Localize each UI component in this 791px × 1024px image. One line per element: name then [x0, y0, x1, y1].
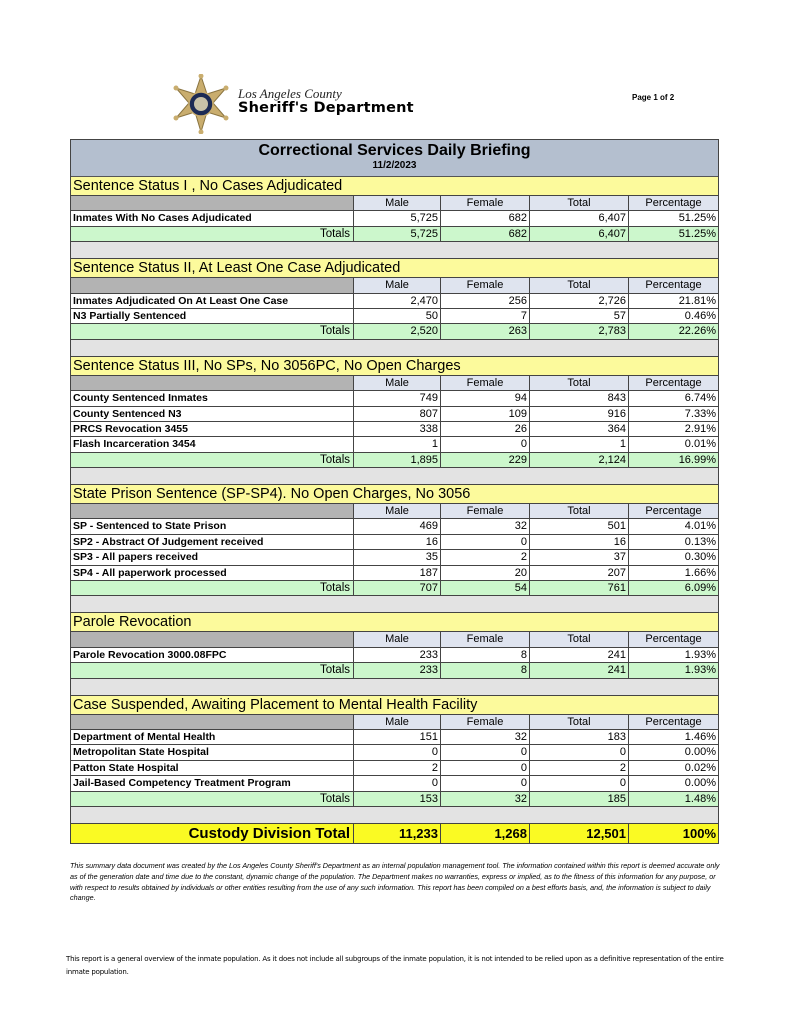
table-row [71, 211, 718, 226]
cell-pct: 0.30% [684, 551, 716, 564]
cell-female: 2 [441, 550, 530, 564]
column-header-label: Total [567, 279, 591, 292]
row-label: Department of Mental Health [71, 730, 354, 744]
column-header-cell [441, 632, 530, 646]
column-header-label: Male [385, 279, 409, 292]
row-label: Inmates Adjudicated On At Least One Case [71, 294, 354, 308]
cell-total: 2 [530, 761, 629, 775]
table-row [71, 437, 718, 452]
totals-pct: 1.93% [684, 664, 716, 677]
cell-total: 2,726 [530, 294, 629, 308]
column-header-cell [441, 278, 530, 292]
column-header-blank [71, 376, 354, 390]
totals-total: 185 [530, 792, 629, 806]
footnote-text: This report is a general overview of the inmate population. As it does not include all subgroups of the inmate population, it is not intended to be relied upon as a definitive representation of the entire inmate population. [66, 955, 724, 976]
column-header-blank [71, 632, 354, 646]
column-header-row [71, 632, 718, 647]
totals-label: Totals [71, 581, 354, 595]
column-header-cell [530, 504, 629, 518]
cell-pct: 1.66% [684, 566, 716, 579]
cell-male: 0 [354, 745, 441, 759]
section-title: Sentence Status III, No SPs, No 3056PC, No Open Charges [71, 357, 718, 376]
report-sections [71, 177, 718, 824]
column-header-cell [530, 278, 629, 292]
row-label: Inmates With No Cases Adjudicated [71, 211, 354, 225]
column-header-label: Percentage [645, 633, 702, 646]
cell-male: 338 [354, 422, 441, 436]
totals-male: 233 [354, 663, 441, 677]
column-header-label: Female [466, 376, 504, 389]
row-label: SP4 - All paperwork processed [71, 566, 354, 580]
cell-male: 749 [354, 391, 441, 405]
cell-male: 35 [354, 550, 441, 564]
cell-female: 8 [441, 648, 530, 662]
cell-female: 32 [441, 730, 530, 744]
cell-total: 16 [530, 535, 629, 549]
section-title: Sentence Status I , No Cases Adjudicated [71, 177, 718, 196]
table-row [71, 422, 718, 437]
row-label: County Sentenced Inmates [71, 391, 354, 405]
column-header-label: Total [567, 197, 591, 209]
cell-total: 6,407 [530, 211, 629, 225]
totals-pct: 1.48% [684, 792, 716, 805]
cell-pct: 0.02% [684, 761, 716, 774]
column-header-label: Total [567, 505, 591, 518]
column-header-cell [354, 504, 441, 518]
disclaimer-text: This summary data document was created by the Los Angeles County Sheriff's Department as an internal population management tool. The information contained within this report is deemed accurate only as of the generation date and time due to the constant, dynamic change of the population. The Department makes no warranties, express or implied, as to the fitness of this information for any purpose, or with respect to results obtained by individuals or other entities resulting from the use of any such information. This report has been compiled on a best efforts basis, and, the information is subject to daily change. [70, 861, 720, 903]
totals-female: 263 [441, 324, 530, 338]
totals-label: Totals [71, 453, 354, 467]
row-label: SP - Sentenced to State Prison [71, 519, 354, 533]
table-row [71, 776, 718, 791]
report-title: Correctional Services Daily Briefing [258, 142, 531, 159]
cell-total: 0 [530, 776, 629, 790]
cell-total: 207 [530, 566, 629, 580]
row-label: Flash Incarceration 3454 [71, 437, 354, 451]
cell-female: 0 [441, 437, 530, 451]
column-header-row [71, 504, 718, 519]
logo-department-text: Sheriff's Department [238, 100, 414, 116]
cell-total: 37 [530, 550, 629, 564]
column-header-cell [354, 376, 441, 390]
column-header-cell [629, 632, 718, 646]
column-header-cell [530, 376, 629, 390]
row-label: Metropolitan State Hospital [71, 745, 354, 759]
cell-total: 843 [530, 391, 629, 405]
cell-female: 32 [441, 519, 530, 533]
column-header-cell [354, 278, 441, 292]
cell-female: 109 [441, 407, 530, 421]
cell-male: 469 [354, 519, 441, 533]
row-label: SP2 - Abstract Of Judgement received [71, 535, 354, 549]
page-indicator: Page 1 of 2 [632, 93, 675, 102]
column-header-blank [71, 196, 354, 210]
totals-pct: 16.99% [678, 453, 716, 466]
column-header-label: Total [567, 633, 591, 646]
totals-label: Totals [71, 227, 354, 241]
cell-female: 0 [441, 535, 530, 549]
cell-pct: 51.25% [678, 212, 716, 225]
daily-briefing-table [70, 139, 719, 844]
section-title: Parole Revocation [71, 613, 718, 632]
totals-row [71, 453, 718, 468]
cell-male: 233 [354, 648, 441, 662]
totals-female: 54 [441, 581, 530, 595]
column-header-label: Percentage [645, 376, 702, 389]
column-header-cell [441, 715, 530, 729]
cell-pct: 2.91% [684, 422, 716, 435]
totals-female: 8 [441, 663, 530, 677]
column-header-label: Percentage [645, 715, 702, 728]
cell-female: 7 [441, 309, 530, 323]
totals-male: 153 [354, 792, 441, 806]
totals-row [71, 324, 718, 339]
cell-total: 364 [530, 422, 629, 436]
cell-female: 0 [441, 761, 530, 775]
totals-total: 761 [530, 581, 629, 595]
totals-total: 2,124 [530, 453, 629, 467]
grand-total-female: 1,268 [441, 824, 530, 843]
column-header-label: Percentage [645, 505, 702, 518]
totals-male: 2,520 [354, 324, 441, 338]
totals-pct: 22.26% [678, 325, 716, 338]
cell-total: 57 [530, 309, 629, 323]
totals-label: Totals [71, 663, 354, 677]
table-row [71, 535, 718, 550]
column-header-row [71, 715, 718, 730]
cell-male: 151 [354, 730, 441, 744]
grand-total-label: Custody Division Total [71, 824, 354, 843]
cell-pct: 6.74% [684, 392, 716, 405]
table-row [71, 761, 718, 776]
cell-male: 50 [354, 309, 441, 323]
column-header-label: Female [466, 633, 504, 646]
cell-female: 20 [441, 566, 530, 580]
column-header-cell [629, 715, 718, 729]
cell-male: 16 [354, 535, 441, 549]
column-header-cell [629, 376, 718, 390]
table-row [71, 407, 718, 422]
table-row [71, 294, 718, 309]
table-row [71, 730, 718, 745]
column-header-cell [441, 376, 530, 390]
column-header-label: Female [466, 197, 504, 209]
column-header-cell [354, 715, 441, 729]
report-title-block [71, 140, 718, 177]
row-label: SP3 - All papers received [71, 550, 354, 564]
sheriff-logo [170, 74, 440, 134]
column-header-cell [629, 278, 718, 292]
cell-female: 256 [441, 294, 530, 308]
table-row [71, 550, 718, 565]
cell-female: 0 [441, 776, 530, 790]
section-spacer [71, 807, 718, 824]
column-header-label: Female [466, 505, 504, 518]
column-header-cell [629, 196, 718, 210]
column-header-row [71, 376, 718, 391]
column-header-cell [441, 504, 530, 518]
cell-pct: 0.01% [684, 438, 716, 451]
section-spacer [71, 679, 718, 696]
totals-male: 5,725 [354, 227, 441, 241]
totals-female: 32 [441, 792, 530, 806]
cell-pct: 1.46% [684, 730, 716, 743]
section-title: Case Suspended, Awaiting Placement to Mental Health Facility [71, 696, 718, 715]
cell-male: 187 [354, 566, 441, 580]
cell-pct: 0.00% [684, 777, 716, 790]
column-header-cell [530, 632, 629, 646]
report-date: 11/2/2023 [372, 160, 417, 171]
grand-total-percentage: 100% [682, 825, 716, 841]
column-header-blank [71, 715, 354, 729]
totals-female: 682 [441, 227, 530, 241]
table-row [71, 648, 718, 663]
column-header-cell [530, 196, 629, 210]
totals-row [71, 227, 718, 242]
column-header-cell [530, 715, 629, 729]
cell-pct: 4.01% [684, 520, 716, 533]
section-title: Sentence Status II, At Least One Case Adjudicated [71, 259, 718, 278]
totals-total: 241 [530, 663, 629, 677]
sheriff-star-icon [170, 74, 232, 134]
cell-pct: 1.93% [684, 648, 716, 661]
cell-pct: 0.46% [684, 309, 716, 322]
table-row [71, 519, 718, 534]
section-title: State Prison Sentence (SP-SP4). No Open Charges, No 3056 [71, 485, 718, 504]
totals-male: 707 [354, 581, 441, 595]
totals-male: 1,895 [354, 453, 441, 467]
column-header-blank [71, 504, 354, 518]
section-spacer [71, 340, 718, 357]
column-header-cell [354, 196, 441, 210]
section-spacer [71, 596, 718, 613]
cell-total: 501 [530, 519, 629, 533]
row-label: County Sentenced N3 [71, 407, 354, 421]
grand-total-male: 11,233 [354, 824, 441, 843]
column-header-label: Male [385, 376, 409, 389]
table-row [71, 391, 718, 406]
cell-pct: 0.00% [684, 746, 716, 759]
row-label: Jail-Based Competency Treatment Program [71, 776, 354, 790]
column-header-label: Female [466, 279, 504, 292]
totals-row [71, 581, 718, 596]
totals-total: 2,783 [530, 324, 629, 338]
column-header-blank [71, 278, 354, 292]
totals-total: 6,407 [530, 227, 629, 241]
cell-male: 1 [354, 437, 441, 451]
grand-total-row [71, 824, 718, 843]
cell-male: 5,725 [354, 211, 441, 225]
cell-total: 0 [530, 745, 629, 759]
cell-female: 94 [441, 391, 530, 405]
table-row [71, 745, 718, 760]
totals-label: Totals [71, 792, 354, 806]
column-header-row [71, 278, 718, 293]
totals-female: 229 [441, 453, 530, 467]
row-label: PRCS Revocation 3455 [71, 422, 354, 436]
column-header-cell [629, 504, 718, 518]
row-label: Parole Revocation 3000.08FPC [71, 648, 354, 662]
cell-male: 0 [354, 776, 441, 790]
section-spacer [71, 468, 718, 485]
column-header-label: Total [567, 376, 591, 389]
totals-pct: 6.09% [684, 582, 716, 595]
column-header-cell [354, 632, 441, 646]
column-header-label: Male [385, 197, 409, 209]
column-header-label: Percentage [645, 197, 702, 209]
totals-label: Totals [71, 324, 354, 338]
column-header-cell [441, 196, 530, 210]
cell-female: 0 [441, 745, 530, 759]
cell-female: 26 [441, 422, 530, 436]
cell-total: 916 [530, 407, 629, 421]
column-header-label: Male [385, 505, 409, 518]
column-header-label: Total [567, 715, 591, 728]
cell-male: 2,470 [354, 294, 441, 308]
cell-male: 807 [354, 407, 441, 421]
table-row [71, 566, 718, 581]
table-row [71, 309, 718, 324]
cell-total: 183 [530, 730, 629, 744]
grand-total-total: 12,501 [530, 824, 629, 843]
cell-total: 1 [530, 437, 629, 451]
cell-male: 2 [354, 761, 441, 775]
column-header-label: Female [466, 715, 504, 728]
totals-pct: 51.25% [678, 227, 716, 240]
row-label: N3 Partially Sentenced [71, 309, 354, 323]
cell-total: 241 [530, 648, 629, 662]
cell-pct: 21.81% [678, 294, 716, 307]
cell-pct: 0.13% [684, 535, 716, 548]
totals-row [71, 792, 718, 807]
totals-row [71, 663, 718, 678]
column-header-label: Male [385, 715, 409, 728]
section-spacer [71, 242, 718, 259]
column-header-row [71, 196, 718, 211]
cell-pct: 7.33% [684, 407, 716, 420]
column-header-label: Percentage [645, 279, 702, 292]
column-header-label: Male [385, 633, 409, 646]
row-label: Patton State Hospital [71, 761, 354, 775]
logo-county-text: Los Angeles County [238, 86, 342, 101]
cell-female: 682 [441, 211, 530, 225]
